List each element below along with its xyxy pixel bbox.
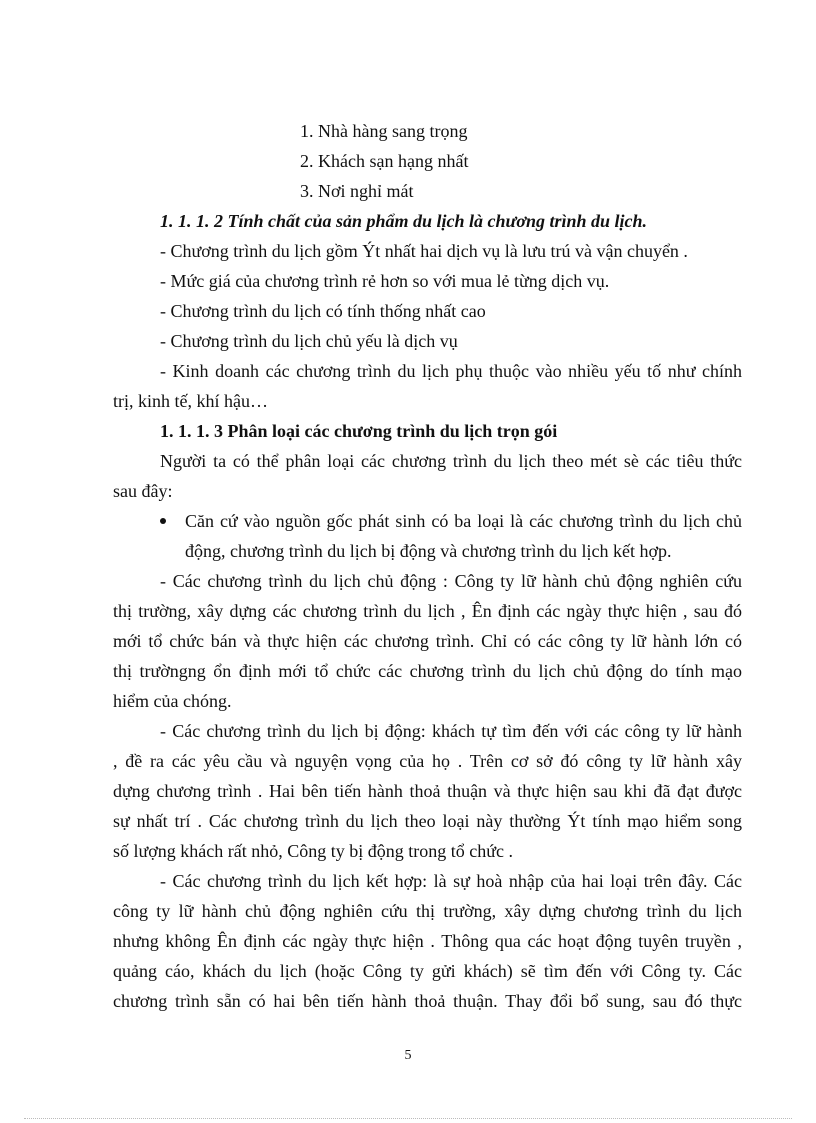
paragraph-line: hiểm của chóng. xyxy=(113,691,232,711)
paragraph-line: - Chương trình du lịch có tính thống nhất cao xyxy=(160,301,486,321)
paragraph-line: sự nhất trí . Các chương trình du lịch theo loại này thường Ýt tính mạo hiểm song xyxy=(113,811,742,831)
paragraph-line: - Các chương trình du lịch kết hợp: là sự hoà nhập của hai loại trên đây. Các xyxy=(160,871,742,891)
list-item: 2. Khách sạn hạng nhất xyxy=(300,151,469,171)
bullet-icon xyxy=(160,518,166,524)
paragraph-line: - Chương trình du lịch gồm Ýt nhất hai dịch vụ là lưu trú và vận chuyển . xyxy=(160,241,688,261)
paragraph-line: Người ta có thể phân loại các chương trình du lịch theo mét sè các tiêu thức xyxy=(160,451,742,471)
paragraph-line: - Chương trình du lịch chủ yếu là dịch vụ xyxy=(160,331,458,351)
paragraph-line: quảng cáo, khách du lịch (hoặc Công ty gửi khách) sẽ tìm đến với Công ty. Các xyxy=(113,961,742,981)
paragraph-line: - Kinh doanh các chương trình du lịch phụ thuộc vào nhiều yếu tố như chính xyxy=(160,361,742,381)
paragraph-line: mới tổ chức bán và thực hiện các chương trình. Chỉ có các công ty lữ hành lớn có xyxy=(113,631,742,651)
paragraph-line: trị, kinh tế, khí hậu… xyxy=(113,391,268,411)
paragraph-line: số lượng khách rất nhỏ, Công ty bị động trong tổ chức . xyxy=(113,841,513,861)
bullet-line: Căn cứ vào nguồn gốc phát sinh có ba loại là các chương trình du lịch chủ xyxy=(185,511,742,531)
paragraph-line: thị trường, xây dựng các chương trình du lịch , Ên định các ngày thực hiện , sau đó xyxy=(113,601,742,621)
page-number: 5 xyxy=(404,1048,412,1063)
paragraph-line: , đề ra các yêu cầu và nguyện vọng của họ . Trên cơ sở đó công ty lữ hành xây xyxy=(113,751,742,771)
bullet-line: động, chương trình du lịch bị động và chương trình du lịch kết hợp. xyxy=(185,541,672,561)
paragraph-line: nhưng không Ên định các ngày thực hiện . Thông qua các hoạt động tuyên truyền , xyxy=(113,931,742,951)
list-item: 1. Nhà hàng sang trọng xyxy=(300,121,468,141)
paragraph-line: công ty lữ hành chủ động nghiên cứu thị trường, xây dựng chương trình du lịch xyxy=(113,901,742,921)
list-item: 3. Nơi nghỉ mát xyxy=(300,181,414,201)
paragraph-line: - Các chương trình du lịch chủ động : Công ty lữ hành chủ động nghiên cứu xyxy=(160,571,742,591)
paragraph-line: - Các chương trình du lịch bị động: khách tự tìm đến với các công ty lữ hành xyxy=(160,721,742,741)
page-bottom-divider xyxy=(24,1118,792,1119)
paragraph-line: dựng chương trình . Hai bên tiến hành thoả thuận và thực hiện sau khi đã đạt được xyxy=(113,781,742,801)
paragraph-line: - Mức giá của chương trình rẻ hơn so với mua lẻ từng dịch vụ. xyxy=(160,271,610,291)
section-heading: 1. 1. 1. 3 Phân loại các chương trình du lịch trọn gói xyxy=(160,421,558,441)
paragraph-line: chương trình sẵn có hai bên tiến hành thoả thuận. Thay đổi bổ sung, sau đó thực xyxy=(113,991,742,1011)
section-heading: 1. 1. 1. 2 Tính chất của sản phẩm du lịch là chương trình du lịch. xyxy=(160,211,648,231)
paragraph-line: thị trườngng ổn định mới tổ chức các chương trình du lịch chủ động do tính mạo xyxy=(113,661,742,681)
paragraph-line: sau đây: xyxy=(113,481,173,501)
